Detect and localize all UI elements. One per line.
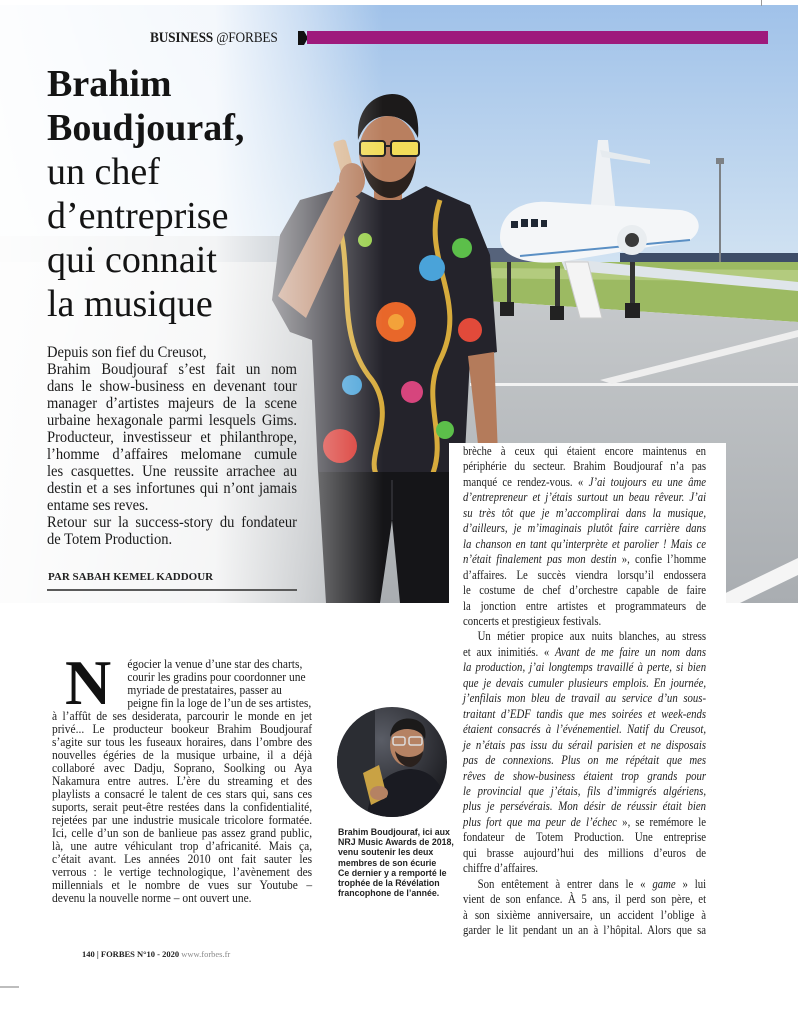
body-text: manqué ce rendez-vous. « — [463, 474, 589, 489]
body-text: d’affaires. Le succès viendra lorsqu’il endossera — [463, 567, 707, 582]
body-line — [463, 537, 706, 552]
quote-text: rêves de show-business étaient trop grands pour — [463, 768, 707, 783]
deck-line: dans le show-business en devenant tour — [47, 378, 297, 395]
deck-line: Producteur, investisseur et philanthrope, — [47, 429, 297, 446]
quote-text: d’ailleurs, je m’imaginais plutôt faire carrière dans — [463, 521, 707, 536]
body-line — [463, 475, 706, 490]
body-line — [463, 784, 706, 799]
body-line — [463, 459, 706, 474]
quote-text: étaient consacrés à l’événementiel. Natif du Creusot, — [463, 722, 707, 737]
body-text: », se remémore le — [617, 814, 707, 829]
body-line: millennials et le nombre de vues sur Youtube – — [52, 878, 313, 892]
title-line: la musique — [47, 283, 213, 325]
right-column — [463, 444, 706, 939]
body-text: qui brasse aujourd’hui des millions d’euros de — [463, 845, 707, 860]
body-line: collaboré avec Dadju, Soprano, Soolking ou Aya — [52, 761, 313, 775]
crop-mark — [761, 0, 762, 6]
body-line — [463, 490, 706, 505]
caption-line: venu soutenir les deux — [338, 847, 434, 858]
article-title — [47, 62, 244, 326]
body-line — [463, 753, 706, 768]
photo-caption — [338, 827, 454, 898]
deck-line: les casquettes. Une reussite arrachee au — [47, 463, 297, 480]
quote-text: le provincial que j’étais, fils d’immigrés algériens, — [463, 783, 707, 798]
deck-line: entame ses reves. — [47, 497, 149, 514]
body-line: myriade de prestataires, passer au — [127, 683, 282, 697]
deck-line: Retour sur la success-story du fondateur — [47, 514, 297, 531]
body-line: égocier la venue d’une star des charts, — [127, 657, 303, 671]
deck-line: de Totem Production. — [47, 531, 173, 548]
body-text: brèche à ceux qui étaient encore maintenus en — [463, 444, 707, 458]
body-line: c’était avant. Les années 2010 ont fait sauter les — [52, 852, 313, 866]
page-footer — [82, 949, 230, 959]
body-line: à l’affût de ses desiderata, parcourir le monde en jet — [52, 709, 313, 723]
body-text: Son entêtement à entrer dans le « — [477, 876, 653, 891]
body-line — [463, 722, 706, 737]
deck-line: urbaine hexagonale parmi lesquels Gims. — [47, 412, 297, 429]
body-line — [463, 691, 706, 706]
body-text: garder le lit pendant un an à l’hôpital. Alors que sa — [463, 923, 707, 938]
quote-text: plus je persévérais. Mon désir de réussir était bien — [463, 799, 707, 814]
quote-text: la production, j’ai longtemps travaillé à perte, si bien — [463, 660, 707, 675]
portrait-photo — [337, 707, 447, 817]
deck-line: manager d’artistes majeurs de la scene — [47, 395, 297, 412]
body-text: » lui — [675, 876, 707, 891]
deck-line: Brahim Boudjouraf s’est fait un nom — [47, 361, 297, 378]
body-text: fondateur de Totem Production. Une entreprise — [463, 830, 707, 845]
body-line — [463, 908, 706, 923]
quote-text: pas de connexions. Plus on me répétait que mes — [463, 753, 707, 768]
body-line — [463, 444, 706, 459]
deck-line: destin et a ses infortunes qui n’ont jamais — [47, 480, 297, 497]
caption-line: Ce dernier y a remporté le — [338, 867, 447, 878]
deck-line: Depuis son fief du Creusot, — [47, 344, 207, 361]
caption-line: Brahim Boudjouraf, ici aux — [338, 827, 450, 837]
body-line — [463, 707, 706, 722]
section-label — [150, 29, 278, 47]
body-line — [463, 877, 706, 892]
title-line: un chef — [47, 151, 160, 193]
page-folio: 140 | FORBES N°10 - 2020 — [82, 949, 180, 959]
body-line: rejetées par une industrie musicale tricolore formatée. — [52, 813, 313, 827]
caption-line: NRJ Music Awards de 2018, — [338, 837, 454, 848]
body-text: et aux inimitiés. « — [463, 644, 555, 659]
body-text: chiffre d’affaires. — [463, 861, 538, 876]
body-line: playlists a consacré le talent de ces stars qui, sans ces — [52, 787, 313, 801]
body-text: Un métier propice aux nuits blanches, au stress — [477, 629, 707, 644]
body-line: suports, serait peut-être restées dans la confidentialité, — [52, 800, 313, 814]
title-line: Brahim — [47, 63, 172, 105]
body-text: vient de son enfance. À 5 ans, il perd son père, et — [463, 892, 707, 907]
body-line — [463, 614, 706, 629]
caption-line: membres de son écurie — [338, 857, 437, 868]
body-text: concerts et prestigieux festivals. — [463, 613, 602, 628]
body-line — [463, 861, 706, 876]
quote-text: la chanson en tant qu’interprète et parolier ! Mais ce — [463, 536, 707, 551]
caption-line: trophée de la Révélation — [338, 878, 440, 889]
body-line — [463, 830, 706, 845]
body-line: courir les gradins pour coordonner une — [127, 670, 306, 684]
deck-line: l’homme d’affaires melomane cumule — [47, 446, 297, 463]
footer-url: www.forbes.fr — [181, 949, 231, 959]
byline-rule — [47, 589, 297, 591]
quote-text: d’entrepreneur et j’étais surtout un beau rêveur. J’ai — [463, 490, 707, 505]
body-line — [463, 521, 706, 536]
article-deck — [47, 344, 297, 548]
title-line: qui connait — [47, 239, 217, 281]
body-line: Ici, celle d’un son de banlieue pas assez grand public, — [52, 826, 313, 840]
quote-text: game — [652, 876, 676, 891]
body-line — [463, 815, 706, 830]
body-text: la jonction entre artistes et programmateurs de — [463, 598, 707, 613]
body-text: périphérie du secteur. Brahim Boudjouraf n’a pas — [463, 459, 707, 474]
body-line — [463, 552, 706, 567]
quote-text: n’était finalement pas mon destin — [463, 552, 617, 567]
body-line: peigne fin la loge de l’un de ses artistes, — [127, 696, 312, 710]
body-line — [463, 660, 706, 675]
body-line — [463, 846, 706, 861]
crop-mark — [0, 986, 19, 988]
body-line: verrous : le vertige technologique, l’avènement des — [52, 865, 313, 879]
body-line — [463, 583, 706, 598]
body-line — [463, 923, 706, 938]
drop-cap: N — [65, 647, 112, 718]
body-line — [463, 738, 706, 753]
body-line: nouvelles égéries de la musique urbaine, il a déjà — [52, 748, 313, 762]
body-text: à son sixième anniversaire, un accident l’oblige à — [463, 907, 707, 922]
body-line — [463, 568, 706, 583]
caption-line: francophone de l’année. — [338, 888, 440, 899]
body-line — [463, 676, 706, 691]
body-line — [463, 599, 706, 614]
body-line — [463, 799, 706, 814]
body-line — [463, 645, 706, 660]
body-line: devenu la nouvelle norme – ont ouvert une. — [52, 891, 252, 905]
quote-text: je n’étais pas issu du sérail parisien et ne disposais — [463, 737, 707, 752]
top-margin — [0, 0, 798, 5]
left-column — [52, 658, 312, 905]
quote-text: J’ai toujours eu une âme — [588, 474, 707, 489]
section-label-bold: BUSINESS — [150, 30, 214, 46]
body-line: là, une autre véhiculant trop d’africanité. Mais ça, — [52, 839, 313, 853]
body-text: le costume de chef d’orchestre capable de faire — [463, 583, 707, 598]
quote-text: traitant d’EDF tandis que mes soirées et week-ends — [463, 706, 707, 721]
body-text: », confie l’homme — [616, 552, 707, 567]
body-line — [463, 506, 706, 521]
byline: PAR SABAH KEMEL KADDOUR — [48, 571, 214, 583]
body-line: s’agite sur tous les fuseaux horaires, dans l’ombre des — [52, 735, 313, 749]
body-line: privé... Le producteur bookeur Brahim Boudjouraf — [52, 722, 313, 736]
quote-text: Avant de me faire un nom dans — [554, 644, 707, 659]
title-line: d’entreprise — [47, 195, 229, 237]
quote-text: j’enfilais mon bleu de travail au service d’un sous- — [463, 691, 707, 706]
quote-text: plus fort que ma peur de l’échec — [463, 814, 618, 829]
quote-text: que je devais cumuler plusieurs emplois. En journée, — [463, 675, 707, 690]
title-line: Boudjouraf, — [47, 107, 245, 149]
body-line — [463, 892, 706, 907]
body-line — [463, 629, 706, 644]
body-line: Nakamura entre autres. L’ère du streaming et des — [52, 774, 313, 788]
quote-text: su très tôt que je m’accomplirai dans la musique, — [463, 505, 707, 520]
section-label-regular: @FORBES — [216, 30, 278, 46]
body-line — [463, 769, 706, 784]
section-accent-bar — [307, 31, 768, 44]
